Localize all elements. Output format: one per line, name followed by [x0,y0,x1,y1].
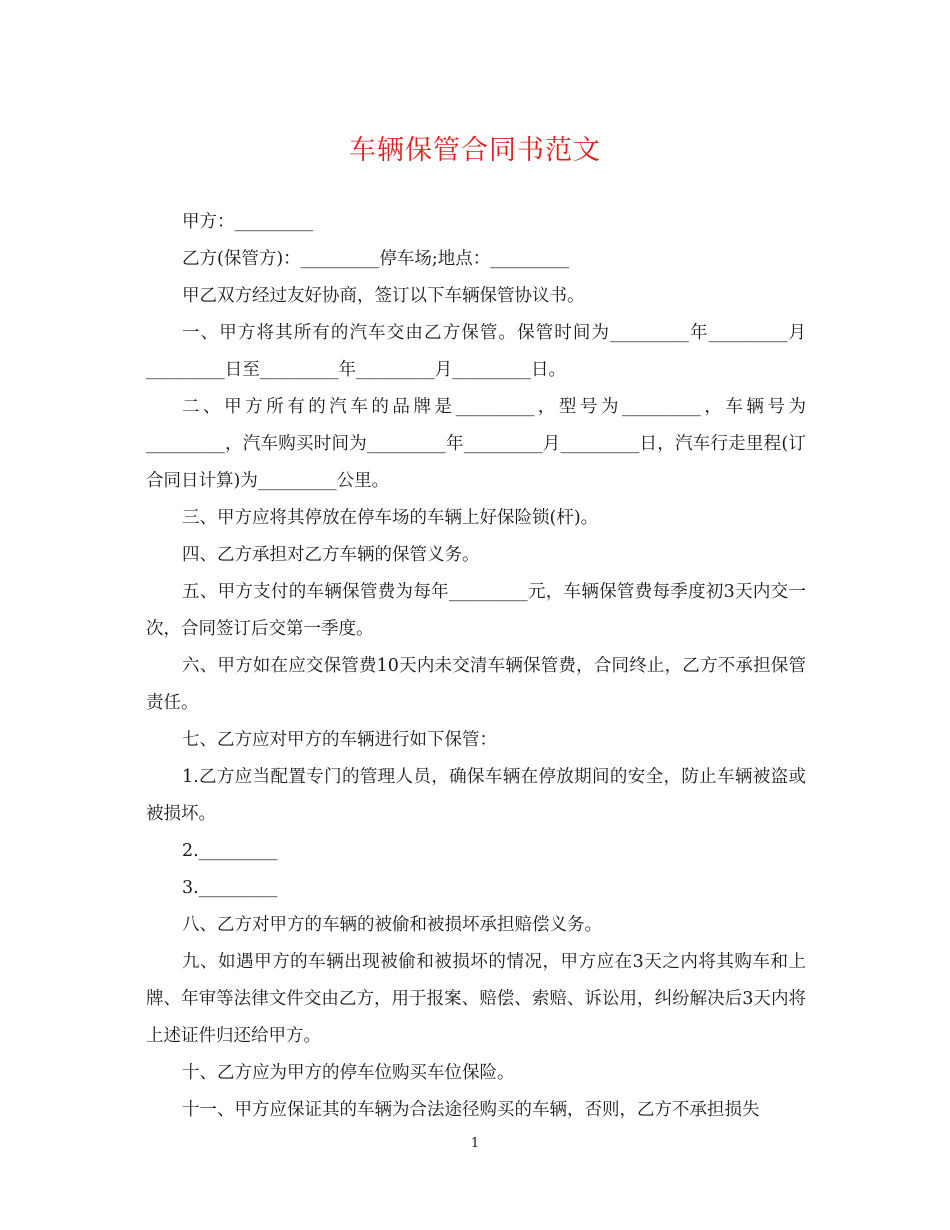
paragraph-party-a: 甲方：_________ [182,212,314,232]
paragraph-clause-11: 十一、甲方应保证其的车辆为合法途径购买的车辆，否则，乙方不承担损失 [182,1100,760,1120]
paragraph-clause-1: 一、甲方将其所有的汽车交由乙方保管。保管时间为_________年_________月_________日至_________年_________月_________日。 [146,323,806,380]
document-title: 车辆保管合同书范文 [349,135,601,166]
paragraph-clause-2: 二、甲方所有的汽车的品牌是_________，型号为_________，车辆号为_________，汽车购买时间为_________年_________月_________日，汽车行走里程(订合同日计算)为_________公里。 [146,397,806,491]
paragraph-clause-4: 四、乙方承担对乙方车辆的保管义务。 [182,545,480,565]
paragraph-clause-9: 九、如遇甲方的车辆出现被偷和被损坏的情况，甲方应在3天之内将其购车和上牌、年审等法律文件交由乙方，用于报案、赔偿、索赔、诉讼用，纠纷解决后3天内将上述证件归还给甲方。 [146,952,806,1046]
paragraph-clause-7-item-2: 2._________ [182,841,278,861]
page-number: 1 [470,1136,480,1151]
paragraph-intro: 甲乙双方经过友好协商，签订以下车辆保管协议书。 [182,286,585,306]
paragraph-clause-5: 五、甲方支付的车辆保管费为每年_________元，车辆保管费每季度初3天内交一次，合同签订后交第一季度。 [146,582,806,639]
paragraph-clause-10: 十、乙方应为甲方的停车位购买车位保险。 [182,1063,515,1083]
paragraph-clause-7: 七、乙方应对甲方的车辆进行如下保管： [182,730,497,750]
paragraph-clause-8: 八、乙方对甲方的车辆的被偷和被损坏承担赔偿义务。 [182,915,602,935]
paragraph-clause-7-item-1: 1.乙方应当配置专门的管理人员，确保车辆在停放期间的安全，防止车辆被盗或被损坏。 [146,767,806,824]
paragraph-clause-6: 六、甲方如在应交保管费10天内未交清车辆保管费，合同终止，乙方不承担保管责任。 [146,656,806,713]
paragraph-clause-3: 三、甲方应将其停放在停车场的车辆上好保险锁(杆)。 [182,508,599,528]
document-body [146,204,806,1129]
paragraph-clause-7-item-3: 3._________ [182,878,278,898]
paragraph-party-b: 乙方(保管方)：_________停车场;地点：_________ [182,249,570,269]
